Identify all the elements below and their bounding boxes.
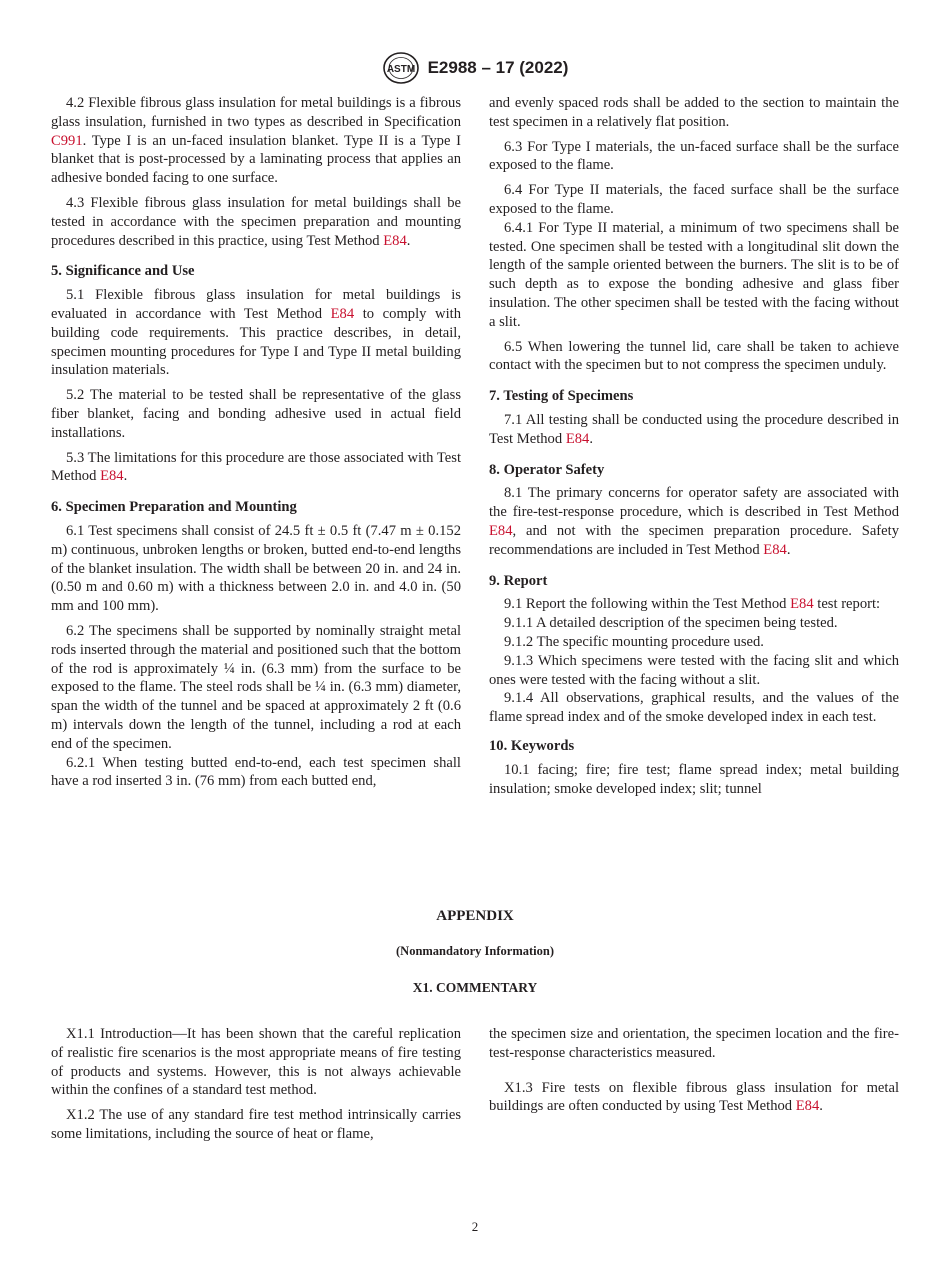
page-number: 2 [471,1219,479,1234]
paragraph-5-2: 5.2 The material to be tested shall be representative of the glass fiber blanket, facing and bonding adhesive used in actual field installations. [51,387,461,441]
paragraph-8-1: 8.1 The primary concerns for operator safety are associated with the fire-test-response procedure, which is described in Test Method E84, and not with the specimen preparation procedure. Safety recommendations are included in Test Method E84. [489,485,899,558]
reference-link-e84[interactable]: E84 [763,541,787,558]
appendix-subtitle: (Nonmandatory Information) [396,944,554,958]
reference-link-e84[interactable]: E84 [489,522,513,539]
section-heading-10: 10. Keywords [489,737,575,754]
document-header [0,50,950,86]
astm-logo-icon [382,51,420,85]
right-column [489,94,899,804]
paragraph-x1-2: X1.2 The use of any standard fire test method intrinsically carries some limitations, including the source of heat or flame, [51,1107,461,1142]
appendix-section-title: X1. COMMENTARY [412,980,538,995]
paragraph-x1-3: X1.3 Fire tests on flexible fibrous glass insulation for metal buildings are often conducted by using Test Method E84. [489,1079,899,1115]
appendix-left-column [51,1025,461,1150]
paragraph-6-5: 6.5 When lowering the tunnel lid, care shall be taken to achieve contact with the specimen but to not compress the specimen unduly. [489,338,899,374]
paragraph-9-1-3: 9.1.3 Which specimens were tested with the facing slit and which ones were tested with the facing without a slit. [489,652,899,688]
reference-link-e84[interactable]: E84 [790,596,814,613]
reference-link-e84[interactable]: E84 [330,305,355,322]
section-heading-7: 7. Testing of Specimens [489,388,634,405]
reference-link-e84[interactable]: E84 [383,232,407,249]
svg-text:ASTM: ASTM [386,64,415,75]
section-heading-6: 6. Specimen Preparation and Mounting [51,499,297,516]
paragraph-6-2: 6.2 The specimens shall be supported by nominally straight metal rods inserted through the material and positioned such that the bottom of the rod is approximately ¼ in. (6.3 mm) from the surface to be exposed to the flame. The steel rods shall be ¼ in. (6.3 mm) diameter, span the width of the tunnel and be spaced at approximately 2 ft (0.6 m) intervals down the length of the tunnel, including a rod at each end of the specimen. [51,622,461,752]
paragraph-x1-1: X1.1 Introduction—It has been shown that the careful replication of realistic fire scenarios is the most appropriate means of fire testing of products and systems. However, this is not always achievable within the confines of a standard test method. [51,1026,461,1099]
paragraph-7-1: 7.1 All testing shall be conducted using the procedure described in Test Method E84. [489,411,899,447]
paragraph-x1-2-continued: the specimen size and orientation, the specimen location and the fire-test-response characteristics measured. [489,1026,899,1061]
paragraph-6-4-1: 6.4.1 For Type II material, a minimum of two specimens shall be tested. One specimen shall be tested with a longitudinal slit down the length of the sample oriented between the burners. The slit is to be of such depth as to expose the bonding adhesive and glass fiber insulation. The other specimen shall be tested with the facing without a slit. [489,219,899,330]
paragraph-6-3: 6.3 For Type I materials, the un-faced surface shall be the surface exposed to the flame. [489,138,899,174]
paragraph-9-1-2: 9.1.2 The specific mounting procedure used. [504,633,764,650]
paragraph-9-1-1: 9.1.1 A detailed description of the specimen being tested. [504,615,838,632]
paragraph-6-4: 6.4 For Type II materials, the faced surface shall be the surface exposed to the flame. [489,182,899,217]
paragraph-6-2-1: 6.2.1 When testing butted end-to-end, each test specimen shall have a rod inserted 3 in. (76 mm) from each butted end, [51,754,461,790]
paragraph-9-1-4: 9.1.4 All observations, graphical results, and the values of the flame spread index and of the smoke developed index in each test. [489,690,899,726]
reference-link-e84[interactable]: E84 [565,430,590,447]
paragraph-4-3: 4.3 Flexible fibrous glass insulation for metal buildings shall be tested in accordance with the specimen preparation and mounting procedures described in this practice, using Test Method E84. [51,194,461,249]
paragraph-5-1: 5.1 Flexible fibrous glass insulation for metal buildings is evaluated in accordance with Test Method E84 to comply with building code requirements. This practice describes, in detail, specimen mounting procedures for Type I and Type II metal building insulation materials. [51,287,461,379]
section-heading-5: 5. Significance and Use [51,263,195,280]
paragraph-5-3: 5.3 The limitations for this procedure are those associated with Test Method E84. [51,449,461,485]
paragraph-9-1: 9.1 Report the following within the Test Method E84 test report: [504,596,881,613]
paragraph-10-1: 10.1 facing; fire; fire test; flame spread index; metal building insulation; smoke developed index; slit; tunnel [489,761,899,797]
paragraph-6-2-1-continued: and evenly spaced rods shall be added to the section to maintain the test specimen in a relatively flat position. [489,95,899,130]
standard-designation: E2988 – 17 (2022) [427,58,569,77]
reference-link-c991[interactable]: C991 [51,132,83,149]
reference-link-e84[interactable]: E84 [100,468,124,485]
paragraph-4-2: 4.2 Flexible fibrous glass insulation for metal buildings is a fibrous glass insulation, furnished in two types as described in Specification C991. Type I is an un-faced insulation blanket. Type II is a Type I blanket that is post-processed by a laminating process that applies an adhesive bonded facing to one surface. [51,95,461,187]
section-heading-9: 9. Report [489,572,548,589]
left-column [51,94,461,797]
appendix-title: APPENDIX [436,908,514,924]
appendix-right-column [489,1025,899,1122]
section-heading-8: 8. Operator Safety [489,461,605,478]
reference-link-e84[interactable]: E84 [795,1098,820,1115]
paragraph-6-1: 6.1 Test specimens shall consist of 24.5 ft ± 0.5 ft (7.47 m ± 0.152 m) continuous, unbroken lengths or broken, butted end-to-end lengths of the blanket insulation. The width shall be between 20 in. and 24 in. (0.50 m and 0.60 m) with a thickness between 2.0 in. and 4.0 in. (50 mm and 100 mm). [51,522,461,615]
